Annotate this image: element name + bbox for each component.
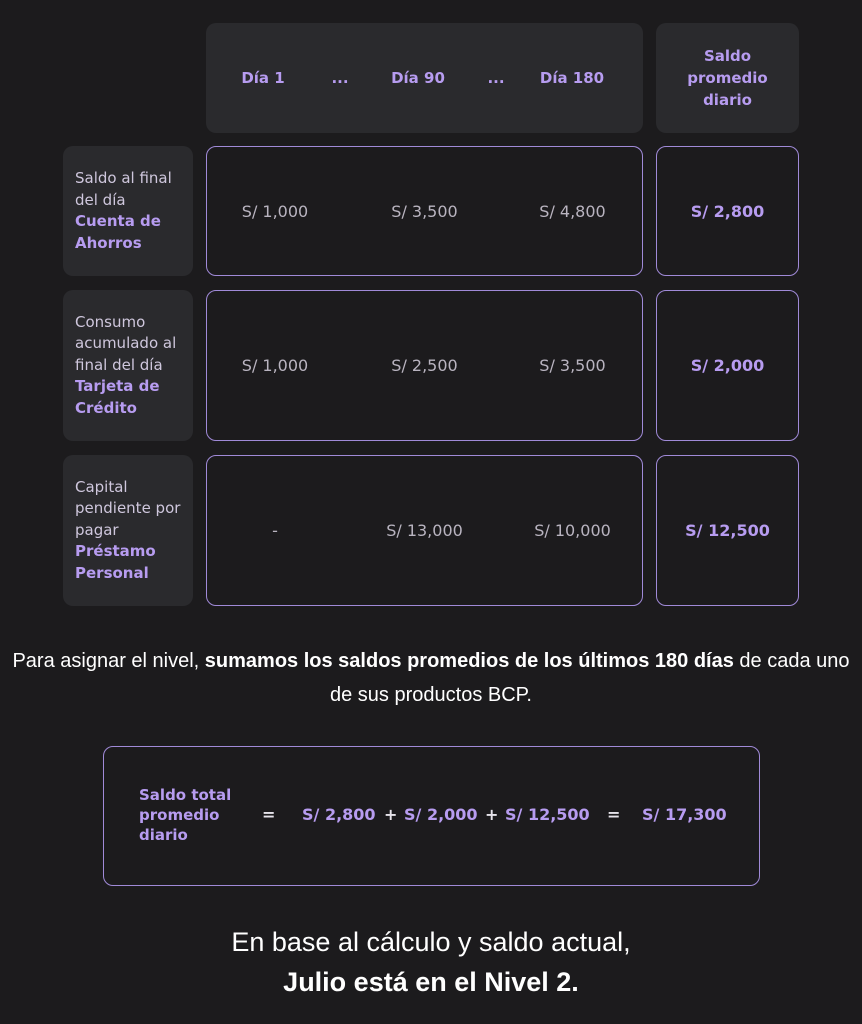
row-average-savings: S/ 2,800 (656, 146, 799, 276)
row-label-product: Cuenta de Ahorros (75, 212, 161, 252)
value-cell: S/ 4,800 (539, 201, 606, 221)
header-average-label: Saldo promedio diario (687, 47, 768, 109)
row-label-plain: Consumo acumulado al final del día (75, 312, 177, 374)
calc-term-savings: S/ 2,800 (302, 805, 376, 824)
value-cell: S/ 1,000 (241, 356, 309, 375)
header-day-90: Día 90 (391, 69, 445, 87)
value-cell: S/ 3,500 (391, 201, 458, 221)
row-label-personal-loan (63, 455, 193, 606)
value-cell: S/ 13,000 (386, 521, 463, 540)
paragraph-bold-text: sumamos los saldos promedios de los últimos 180 días (204, 650, 734, 672)
row-values-credit-card (206, 290, 643, 441)
paragraph-text-start: Para asignar el nivel, (12, 650, 205, 672)
plus-sign: + (384, 805, 398, 824)
row-average-credit-card: S/ 2,000 (656, 290, 799, 441)
row-average-personal-loan: S/ 12,500 (656, 455, 799, 606)
header-days-panel (206, 23, 643, 133)
calc-term-loan: S/ 12,500 (505, 805, 590, 824)
paragraph-text-end: de cada uno de sus productos BCP. (330, 650, 850, 706)
header-day-1: Día 1 (241, 69, 285, 87)
row-label-plain: Capital pendiente por pagar (75, 477, 181, 539)
row-label-plain: Saldo al final del día (75, 169, 172, 209)
conclusion (0, 922, 862, 1002)
conclusion-line-2: Julio está en el Nivel 2. (283, 967, 579, 997)
calc-label: Saldo total promedio diario (139, 786, 232, 844)
value-cell: - (272, 521, 278, 540)
plus-sign: + (485, 805, 499, 824)
header-day-180: Día 180 (539, 69, 605, 87)
value-cell: S/ 10,000 (534, 521, 611, 540)
row-label-product: Préstamo Personal (75, 542, 156, 582)
header-ellipsis-2: ... (487, 69, 505, 87)
header-average-panel (656, 23, 799, 133)
explanation-paragraph (0, 644, 862, 712)
row-label-credit-card (63, 290, 193, 441)
equals-sign: = (607, 805, 621, 824)
conclusion-line-1: En base al cálculo y saldo actual, (231, 927, 631, 957)
calc-total: S/ 17,300 (642, 805, 727, 824)
row-label-savings (63, 146, 193, 276)
calc-term-credit-card: S/ 2,000 (404, 805, 478, 824)
value-cell: S/ 3,500 (539, 356, 606, 375)
calculation-box (103, 746, 760, 886)
value-cell: S/ 2,500 (391, 356, 458, 375)
header-ellipsis-1: ... (331, 69, 349, 87)
row-values-personal-loan (206, 455, 643, 606)
row-values-savings (206, 146, 643, 276)
equals-sign: = (262, 805, 276, 824)
value-cell: S/ 1,000 (241, 201, 309, 221)
row-label-product: Tarjeta de Crédito (75, 377, 160, 417)
